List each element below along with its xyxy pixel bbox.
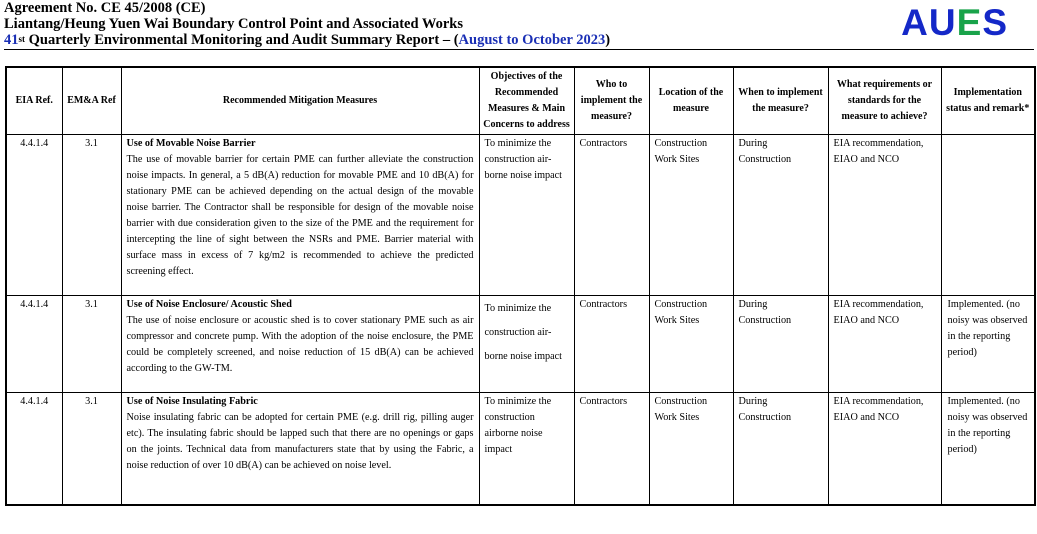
col-header-objectives: Objectives of the Recommended Measures & Main Concerns to address [479,67,574,135]
report-title-text: Quarterly Environmental Monitoring and Audit Summary Report – ( [25,32,459,48]
location-cell: Construction Work Sites [649,393,733,505]
logo-letter-s: S [982,2,1008,43]
status-cell: Implemented. (no noisy was observed in the reporting period) [941,296,1035,393]
logo-letter-u: U [928,2,957,43]
table-row [6,393,1035,505]
when-cell: During Construction [733,135,828,296]
aues-logo [901,4,1008,42]
who-cell: Contractors [574,135,649,296]
col-header-when: When to implement the measure? [733,67,828,135]
col-header-location: Location of the measure [649,67,733,135]
who-cell: Contractors [574,393,649,505]
table-row [6,296,1035,393]
mitigation-cell [121,393,479,505]
mitigation-cell [121,296,479,393]
measure-description: Noise insulating fabric can be adopted for certain PME (e.g. drill rig, pilling auger etc). The insulating fabric should be lapped such that there are no openings or gaps on the joints. Technical data from manufacturers state that by using the Fabric, a noise reduction of over 10 dB(A) can be achieved on noise level. [126,412,474,471]
when-cell: During Construction [733,393,828,505]
document-header [4,0,1034,50]
measure-title: Use of Movable Noise Barrier [126,138,256,149]
location-cell: Construction Work Sites [649,135,733,296]
objective-cell: To minimize the construction airborne noise impact [479,393,574,505]
project-title: Liantang/Heung Yuen Wai Boundary Control Point and Associated Works [4,16,464,32]
status-cell [941,135,1035,296]
ema-ref-cell: 3.1 [62,393,121,505]
measure-description: The use of movable barrier for certain PME can further alleviate the construction noise impacts. In general, a 5 dB(A) reduction for movable PME and 10 dB(A) for stationary PME can be achieved depending on the actual design of the movable noise barrier. The Contractor shall be responsible for design of the movable noise barrier with due consideration given to the size of the PME and the requirement for intercepting the line of sight between the NSRs and PME. Barrier material with surface mass in excess of 7 kg/m2 is recommended to achieve the predicted screening effect. [126,154,474,277]
when-cell: During Construction [733,296,828,393]
table-header-row [6,67,1035,135]
agreement-number: Agreement No. CE 45/2008 (CE) [4,0,206,16]
measure-description: The use of noise enclosure or acoustic shed is to cover stationary PME such as air compressor and concrete pump. With the adoption of the noise enclosure, the PME could be completely screened, and noise reduction of 15 dB(A) can be achieved according to the GW-TM. [126,315,474,374]
status-cell: Implemented. (no noisy was observed in the reporting period) [941,393,1035,505]
mitigation-cell [121,135,479,296]
report-title [4,32,1034,48]
ema-ref-cell: 3.1 [62,296,121,393]
col-header-requirements: What requirements or standards for the measure to achieve? [828,67,941,135]
col-header-status: Implementation status and remark* [941,67,1035,135]
requirements-cell: EIA recommendation, EIAO and NCO [828,135,941,296]
objective-cell: To minimize the construction air-borne noise impact [479,135,574,296]
requirements-cell: EIA recommendation, EIAO and NCO [828,393,941,505]
header-divider [4,49,1034,50]
who-cell: Contractors [574,296,649,393]
ema-ref-cell: 3.1 [62,135,121,296]
report-number-suffix: st [18,34,25,44]
measure-title: Use of Noise Insulating Fabric [126,396,258,407]
eia-ref-cell: 4.4.1.4 [6,135,62,296]
report-period: August to October 2023 [458,32,606,48]
logo-letter-e: E [956,2,983,43]
objective-cell: To minimize the construction air-borne noise impact [479,296,574,393]
report-number: 41 [4,32,19,48]
report-title-close: ) [605,32,611,48]
location-cell: Construction Work Sites [649,296,733,393]
eia-ref-cell: 4.4.1.4 [6,393,62,505]
measure-title: Use of Noise Enclosure/ Acoustic Shed [126,299,292,310]
col-header-who: Who to implement the measure? [574,67,649,135]
logo-letter-a: A [901,2,929,43]
col-header-eia-ref: EIA Ref. [6,67,62,135]
col-header-mitigation: Recommended Mitigation Measures [121,67,479,135]
mitigation-measures-table [5,66,1036,506]
requirements-cell: EIA recommendation, EIAO and NCO [828,296,941,393]
col-header-ema-ref: EM&A Ref [62,67,121,135]
eia-ref-cell: 4.4.1.4 [6,296,62,393]
table-row [6,135,1035,296]
